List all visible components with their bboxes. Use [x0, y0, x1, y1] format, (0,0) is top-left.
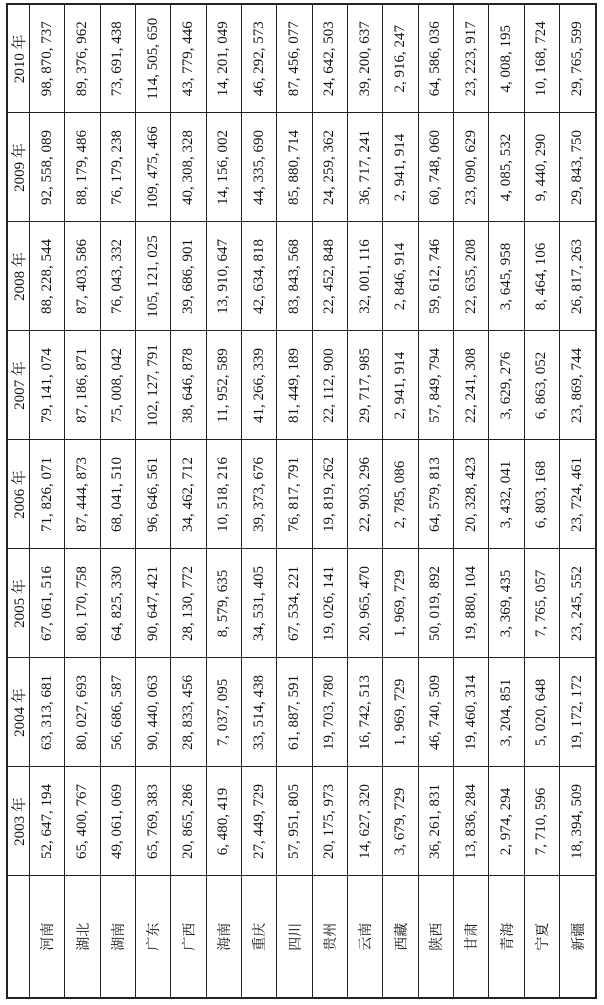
value-cell: 36, 717, 241: [348, 113, 383, 222]
table-row: [30, 4, 65, 998]
value-cell: 10, 518, 216: [206, 440, 241, 549]
value-cell: 6, 863, 052: [524, 331, 559, 440]
value-cell: 50, 019, 892: [418, 549, 453, 658]
value-cell: 79, 141, 074: [30, 331, 65, 440]
header-row: [7, 4, 30, 998]
table-row: [560, 4, 596, 998]
value-cell: 83, 843, 568: [277, 222, 312, 331]
value-cell: 80, 027, 693: [65, 658, 100, 767]
value-cell: 2, 974, 294: [489, 767, 524, 876]
value-cell: 24, 642, 503: [312, 4, 347, 113]
value-cell: 89, 376, 962: [65, 4, 100, 113]
value-cell: 41, 266, 339: [242, 331, 277, 440]
value-cell: 29, 765, 599: [560, 4, 596, 113]
year-header: 2009 年: [7, 113, 30, 222]
value-cell: 3, 679, 729: [383, 767, 418, 876]
value-cell: 64, 579, 813: [418, 440, 453, 549]
value-cell: 26, 817, 263: [560, 222, 596, 331]
value-cell: 23, 245, 552: [560, 549, 596, 658]
value-cell: 5, 020, 648: [524, 658, 559, 767]
value-cell: 23, 223, 917: [454, 4, 489, 113]
value-cell: 9, 440, 290: [524, 113, 559, 222]
value-cell: 4, 085, 532: [489, 113, 524, 222]
value-cell: 87, 186, 871: [65, 331, 100, 440]
value-cell: 3, 204, 851: [489, 658, 524, 767]
value-cell: 56, 686, 587: [100, 658, 135, 767]
value-cell: 22, 112, 900: [312, 331, 347, 440]
value-cell: 88, 179, 486: [65, 113, 100, 222]
value-cell: 90, 647, 421: [136, 549, 171, 658]
value-cell: 68, 041, 510: [100, 440, 135, 549]
value-cell: 34, 462, 712: [171, 440, 206, 549]
value-cell: 81, 449, 189: [277, 331, 312, 440]
year-header: 2004 年: [7, 658, 30, 767]
region-label: 广东: [136, 876, 171, 998]
value-cell: 23, 869, 744: [560, 331, 596, 440]
value-cell: 2, 785, 086: [383, 440, 418, 549]
region-label: 新疆: [560, 876, 596, 998]
value-cell: 27, 449, 729: [242, 767, 277, 876]
value-cell: 39, 373, 676: [242, 440, 277, 549]
value-cell: 22, 635, 208: [454, 222, 489, 331]
value-cell: 13, 910, 647: [206, 222, 241, 331]
value-cell: 76, 817, 791: [277, 440, 312, 549]
value-cell: 39, 686, 901: [171, 222, 206, 331]
value-cell: 20, 328, 423: [454, 440, 489, 549]
value-cell: 6, 803, 168: [524, 440, 559, 549]
value-cell: 2, 941, 914: [383, 331, 418, 440]
region-label: 海南: [206, 876, 241, 998]
table-row: [65, 4, 100, 998]
value-cell: 3, 645, 958: [489, 222, 524, 331]
region-label: 湖南: [100, 876, 135, 998]
value-cell: 2, 941, 914: [383, 113, 418, 222]
value-cell: 64, 825, 330: [100, 549, 135, 658]
value-cell: 65, 400, 767: [65, 767, 100, 876]
region-label: 四川: [277, 876, 312, 998]
value-cell: 3, 369, 435: [489, 549, 524, 658]
value-cell: 96, 646, 561: [136, 440, 171, 549]
value-cell: 46, 292, 573: [242, 4, 277, 113]
value-cell: 64, 586, 036: [418, 4, 453, 113]
value-cell: 114, 505, 650: [136, 4, 171, 113]
value-cell: 4, 008, 195: [489, 4, 524, 113]
value-cell: 67, 061, 516: [30, 549, 65, 658]
table-row: [454, 4, 489, 998]
value-cell: 32, 001, 116: [348, 222, 383, 331]
value-cell: 28, 833, 456: [171, 658, 206, 767]
table-body: [30, 4, 597, 998]
value-cell: 14, 201, 049: [206, 4, 241, 113]
value-cell: 92, 558, 089: [30, 113, 65, 222]
value-cell: 105, 121, 025: [136, 222, 171, 331]
region-label: 湖北: [65, 876, 100, 998]
value-cell: 60, 748, 060: [418, 113, 453, 222]
region-label: 陕西: [418, 876, 453, 998]
value-cell: 7, 765, 057: [524, 549, 559, 658]
value-cell: 22, 903, 296: [348, 440, 383, 549]
value-cell: 7, 037, 095: [206, 658, 241, 767]
table-row: [171, 4, 206, 998]
value-cell: 38, 646, 878: [171, 331, 206, 440]
value-cell: 28, 130, 772: [171, 549, 206, 658]
value-cell: 1, 969, 729: [383, 658, 418, 767]
value-cell: 40, 308, 328: [171, 113, 206, 222]
value-cell: 3, 629, 276: [489, 331, 524, 440]
table-row: [100, 4, 135, 998]
table-row: [348, 4, 383, 998]
region-label: 青海: [489, 876, 524, 998]
year-header: 2003 年: [7, 767, 30, 876]
value-cell: 85, 880, 714: [277, 113, 312, 222]
value-cell: 98, 870, 737: [30, 4, 65, 113]
value-cell: 13, 836, 284: [454, 767, 489, 876]
value-cell: 61, 887, 591: [277, 658, 312, 767]
value-cell: 65, 769, 383: [136, 767, 171, 876]
value-cell: 22, 241, 308: [454, 331, 489, 440]
value-cell: 19, 172, 172: [560, 658, 596, 767]
year-header: 2005 年: [7, 549, 30, 658]
value-cell: 76, 179, 238: [100, 113, 135, 222]
value-cell: 22, 452, 848: [312, 222, 347, 331]
value-cell: 44, 335, 690: [242, 113, 277, 222]
table-row: [136, 4, 171, 998]
value-cell: 10, 168, 724: [524, 4, 559, 113]
value-cell: 87, 444, 873: [65, 440, 100, 549]
value-cell: 67, 534, 221: [277, 549, 312, 658]
value-cell: 8, 464, 106: [524, 222, 559, 331]
value-cell: 73, 691, 438: [100, 4, 135, 113]
value-cell: 14, 627, 320: [348, 767, 383, 876]
value-cell: 43, 779, 446: [171, 4, 206, 113]
value-cell: 76, 043, 332: [100, 222, 135, 331]
region-label: 云南: [348, 876, 383, 998]
value-cell: 6, 480, 419: [206, 767, 241, 876]
value-cell: 8, 579, 635: [206, 549, 241, 658]
region-label: 西藏: [383, 876, 418, 998]
value-cell: 57, 849, 794: [418, 331, 453, 440]
value-cell: 52, 647, 194: [30, 767, 65, 876]
value-cell: 87, 456, 077: [277, 4, 312, 113]
year-header: 2006 年: [7, 440, 30, 549]
corner-cell: [7, 876, 30, 998]
value-cell: 11, 952, 589: [206, 331, 241, 440]
table-row: [383, 4, 418, 998]
value-cell: 20, 965, 470: [348, 549, 383, 658]
table-row: [242, 4, 277, 998]
region-label: 甘肃: [454, 876, 489, 998]
value-cell: 57, 951, 805: [277, 767, 312, 876]
value-cell: 19, 819, 262: [312, 440, 347, 549]
region-label: 广西: [171, 876, 206, 998]
value-cell: 18, 394, 509: [560, 767, 596, 876]
value-cell: 19, 026, 141: [312, 549, 347, 658]
value-cell: 102, 127, 791: [136, 331, 171, 440]
value-cell: 109, 475, 466: [136, 113, 171, 222]
value-cell: 75, 008, 042: [100, 331, 135, 440]
table-row: [277, 4, 312, 998]
region-label: 重庆: [242, 876, 277, 998]
value-cell: 36, 261, 831: [418, 767, 453, 876]
table-row: [206, 4, 241, 998]
value-cell: 23, 090, 629: [454, 113, 489, 222]
year-header: 2007 年: [7, 331, 30, 440]
value-cell: 1, 969, 729: [383, 549, 418, 658]
region-label: 宁夏: [524, 876, 559, 998]
value-cell: 29, 843, 750: [560, 113, 596, 222]
year-header: 2008 年: [7, 222, 30, 331]
table-row: [524, 4, 559, 998]
value-cell: 29, 717, 985: [348, 331, 383, 440]
value-cell: 33, 514, 438: [242, 658, 277, 767]
value-cell: 80, 170, 758: [65, 549, 100, 658]
table-row: [489, 4, 524, 998]
value-cell: 63, 313, 681: [30, 658, 65, 767]
value-cell: 71, 826, 071: [30, 440, 65, 549]
value-cell: 2, 916, 247: [383, 4, 418, 113]
value-cell: 3, 432, 041: [489, 440, 524, 549]
value-cell: 59, 612, 746: [418, 222, 453, 331]
table-row: [418, 4, 453, 998]
value-cell: 16, 742, 513: [348, 658, 383, 767]
value-cell: 20, 175, 973: [312, 767, 347, 876]
region-label: 河南: [30, 876, 65, 998]
value-cell: 20, 865, 286: [171, 767, 206, 876]
value-cell: 19, 460, 314: [454, 658, 489, 767]
value-cell: 19, 703, 780: [312, 658, 347, 767]
value-cell: 23, 724, 461: [560, 440, 596, 549]
value-cell: 24, 259, 362: [312, 113, 347, 222]
value-cell: 46, 740, 509: [418, 658, 453, 767]
value-cell: 14, 156, 002: [206, 113, 241, 222]
region-label: 贵州: [312, 876, 347, 998]
value-cell: 88, 228, 544: [30, 222, 65, 331]
value-cell: 49, 061, 069: [100, 767, 135, 876]
value-cell: 90, 440, 063: [136, 658, 171, 767]
value-cell: 34, 531, 405: [242, 549, 277, 658]
value-cell: 19, 880, 104: [454, 549, 489, 658]
statistics-table: [6, 3, 597, 999]
value-cell: 39, 200, 637: [348, 4, 383, 113]
value-cell: 42, 634, 818: [242, 222, 277, 331]
value-cell: 7, 710, 596: [524, 767, 559, 876]
year-header: 2010 年: [7, 4, 30, 113]
value-cell: 2, 846, 914: [383, 222, 418, 331]
table-row: [312, 4, 347, 998]
value-cell: 87, 403, 586: [65, 222, 100, 331]
